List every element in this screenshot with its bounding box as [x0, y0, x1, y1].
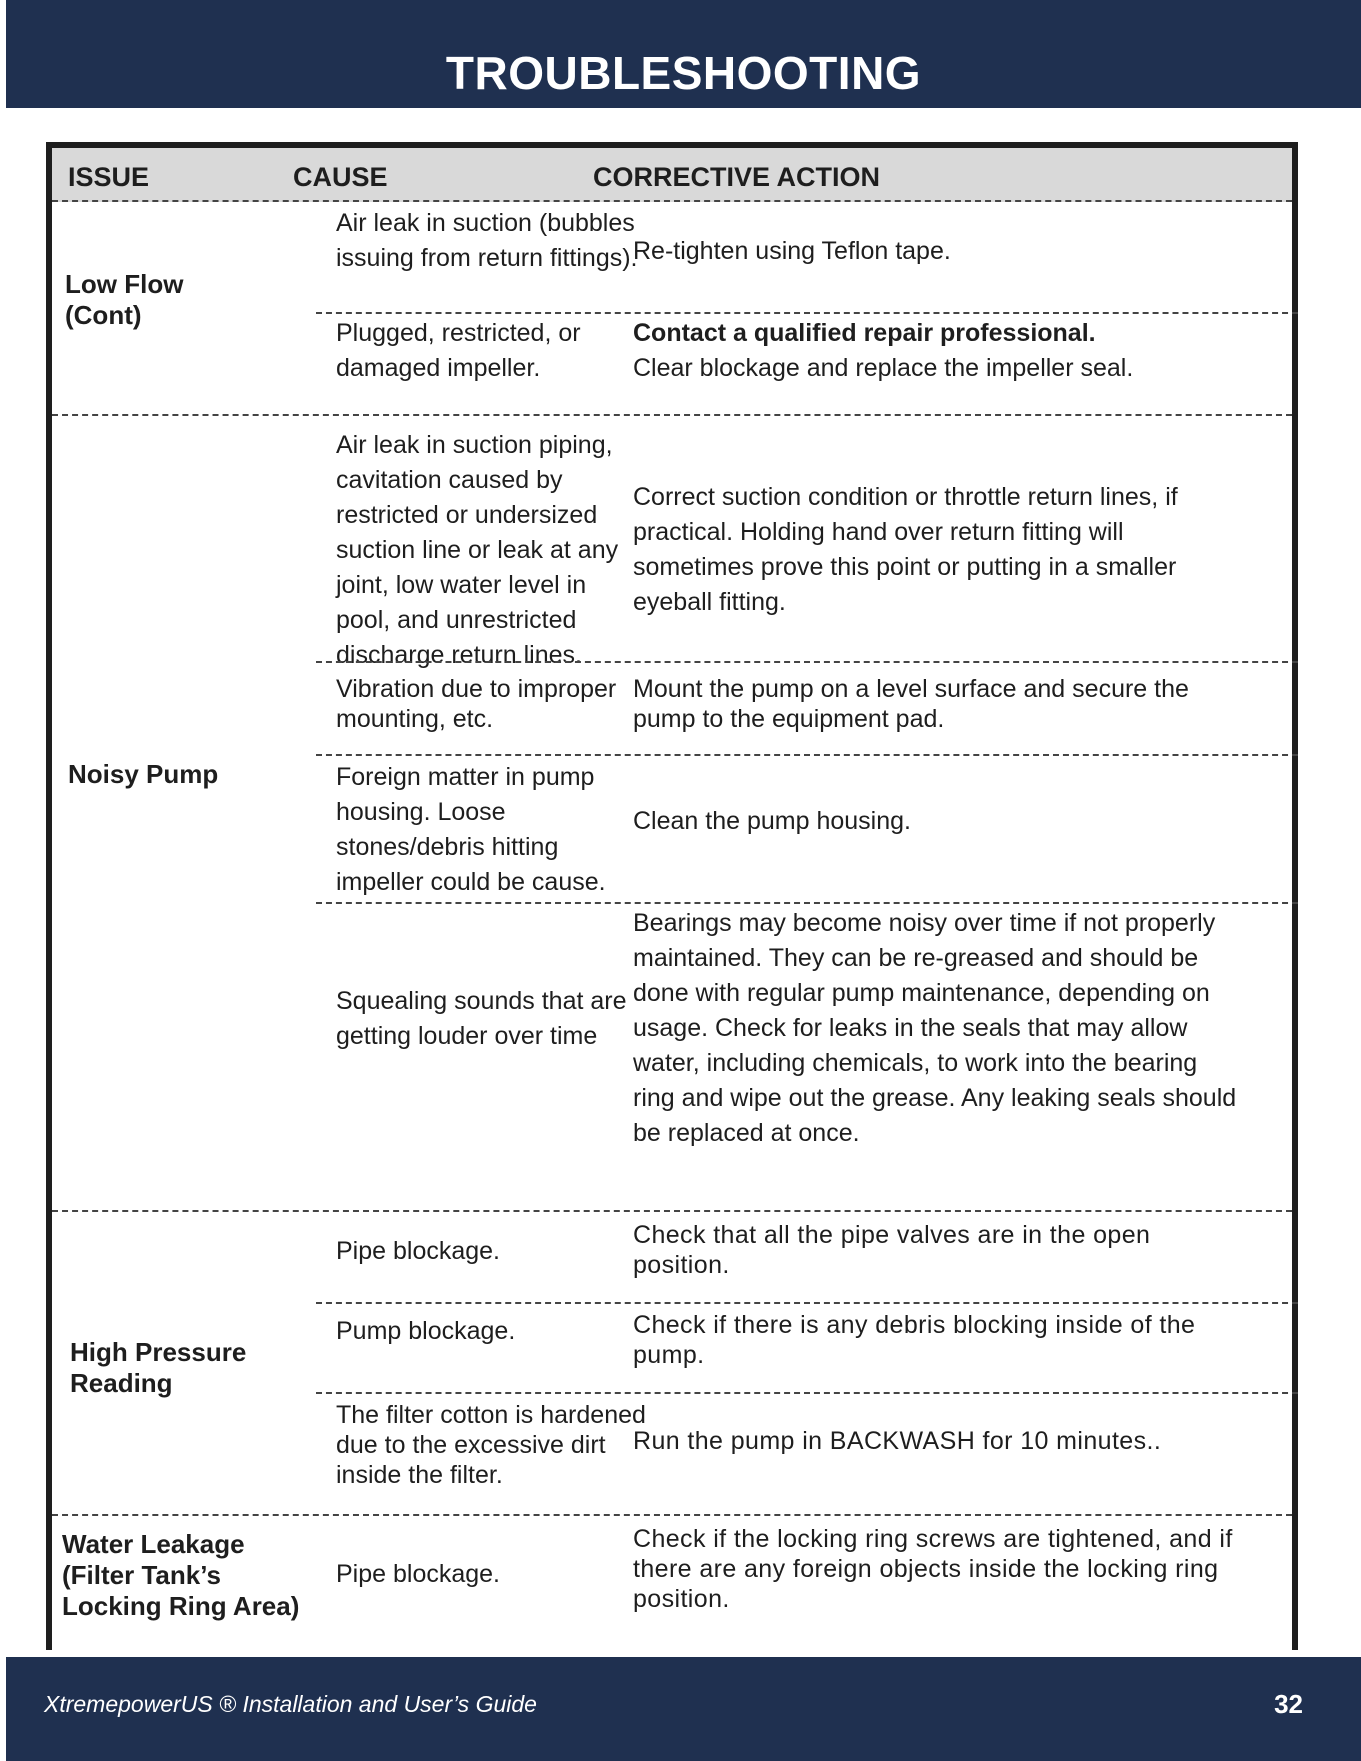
action-cell	[633, 480, 1245, 620]
column-header-action: CORRECTIVE ACTION	[593, 162, 881, 192]
cause-cell: Vibration due to improper mounting, etc.	[336, 675, 617, 733]
cause-cell: Pipe blockage.	[336, 1560, 501, 1588]
action-text: Check if the locking ring screws are tightened, and if there are any foreign objects inside the locking ring position.	[633, 1525, 1233, 1613]
cause-cell: Plugged, restricted, or damaged impeller.	[336, 319, 581, 382]
action-text: Re-tighten using Teflon tape.	[633, 237, 951, 265]
table-row	[316, 206, 1298, 312]
table-row	[316, 760, 1298, 898]
issue-group-water-leakage	[52, 1516, 1292, 1650]
action-text: Bearings may become noisy over time if not properly maintained. They can be re-greased and should be done with regular pump maintenance, depending on usage. Check for leaks in the seals that may allow water, including chemicals, to work into the bearing ring and wipe out the grease. Any leaking seals should be replaced at once.	[633, 909, 1237, 1147]
table-header-row	[52, 148, 1292, 202]
row-divider	[316, 754, 1298, 756]
table-row	[316, 428, 1298, 669]
troubleshooting-table	[46, 142, 1298, 1650]
action-cell	[633, 906, 1245, 1151]
action-cell	[633, 316, 1245, 386]
issue-group-noisy-pump	[52, 416, 1292, 1208]
page-title: TROUBLESHOOTING	[445, 47, 922, 99]
page-number: 32	[1274, 1689, 1303, 1719]
action-cell	[633, 1424, 1245, 1459]
action-text: Check if there is any debris blocking inside of the pump.	[633, 1311, 1196, 1369]
row-divider	[316, 661, 1298, 663]
issue-label: Noisy Pump	[68, 759, 219, 789]
cause-cell: Pump blockage.	[336, 1317, 516, 1345]
cause-cell: Foreign matter in pump housing. Loose stones/debris hitting impeller could be cause.	[336, 763, 606, 896]
table-row	[316, 316, 1298, 382]
cause-cell: The filter cotton is hardened due to the excessive dirt inside the filter.	[336, 1401, 646, 1489]
table-row	[316, 1524, 1298, 1634]
action-text: Run the pump in BACKWASH for 10 minutes..	[633, 1427, 1162, 1455]
page-header	[6, 0, 1361, 108]
row-divider	[316, 1392, 1298, 1394]
action-cell	[633, 1220, 1245, 1280]
issue-label: Low Flow (Cont)	[65, 269, 184, 330]
action-cell	[633, 674, 1245, 734]
table-row	[316, 906, 1298, 1206]
action-text: Correct suction condition or throttle return lines, if practical. Holding hand over return fitting will sometimes prove this point or putting in a smaller eyeball fitting.	[633, 483, 1178, 616]
action-text: Clean the pump housing.	[633, 807, 911, 835]
column-header-cause: CAUSE	[293, 162, 388, 192]
action-text: Check that all the pipe valves are in the open position.	[633, 1221, 1151, 1279]
action-text: Mount the pump on a level surface and secure the pump to the equipment pad.	[633, 675, 1189, 733]
cause-cell: Squealing sounds that are getting louder over time	[336, 987, 627, 1050]
table-row	[316, 1220, 1298, 1300]
action-text: Clear blockage and replace the impeller seal.	[633, 354, 1134, 382]
table-row	[316, 1310, 1298, 1390]
page-footer	[6, 1657, 1361, 1761]
action-emphasis: Contact a qualified repair professional.	[633, 319, 1096, 347]
row-divider	[316, 312, 1298, 314]
column-header-issue: ISSUE	[68, 162, 150, 192]
table-row	[316, 674, 1298, 750]
issue-group-low-flow	[52, 200, 1292, 383]
table-row	[316, 1400, 1298, 1490]
issue-label: High Pressure Reading	[70, 1337, 247, 1398]
guide-title: XtremepowerUS ® Installation and User’s Guide	[44, 1691, 537, 1717]
cause-cell: Air leak in suction (bubbles issuing from return fittings).	[336, 209, 638, 272]
action-cell	[633, 1524, 1258, 1614]
cause-cell: Pipe blockage.	[336, 1237, 501, 1265]
action-cell	[633, 804, 1245, 839]
row-divider	[316, 1302, 1298, 1304]
cause-cell: Air leak in suction piping, cavitation caused by restricted or undersized suction line or leak at any joint, low water level in pool, and unrestricted discharge return lines.	[336, 431, 619, 669]
issue-group-high-pressure	[52, 1212, 1292, 1490]
row-divider	[316, 902, 1298, 904]
action-cell	[633, 1310, 1245, 1370]
issue-label: Water Leakage (Filter Tank’s Locking Ring Area)	[62, 1529, 300, 1621]
action-cell	[633, 234, 1245, 269]
